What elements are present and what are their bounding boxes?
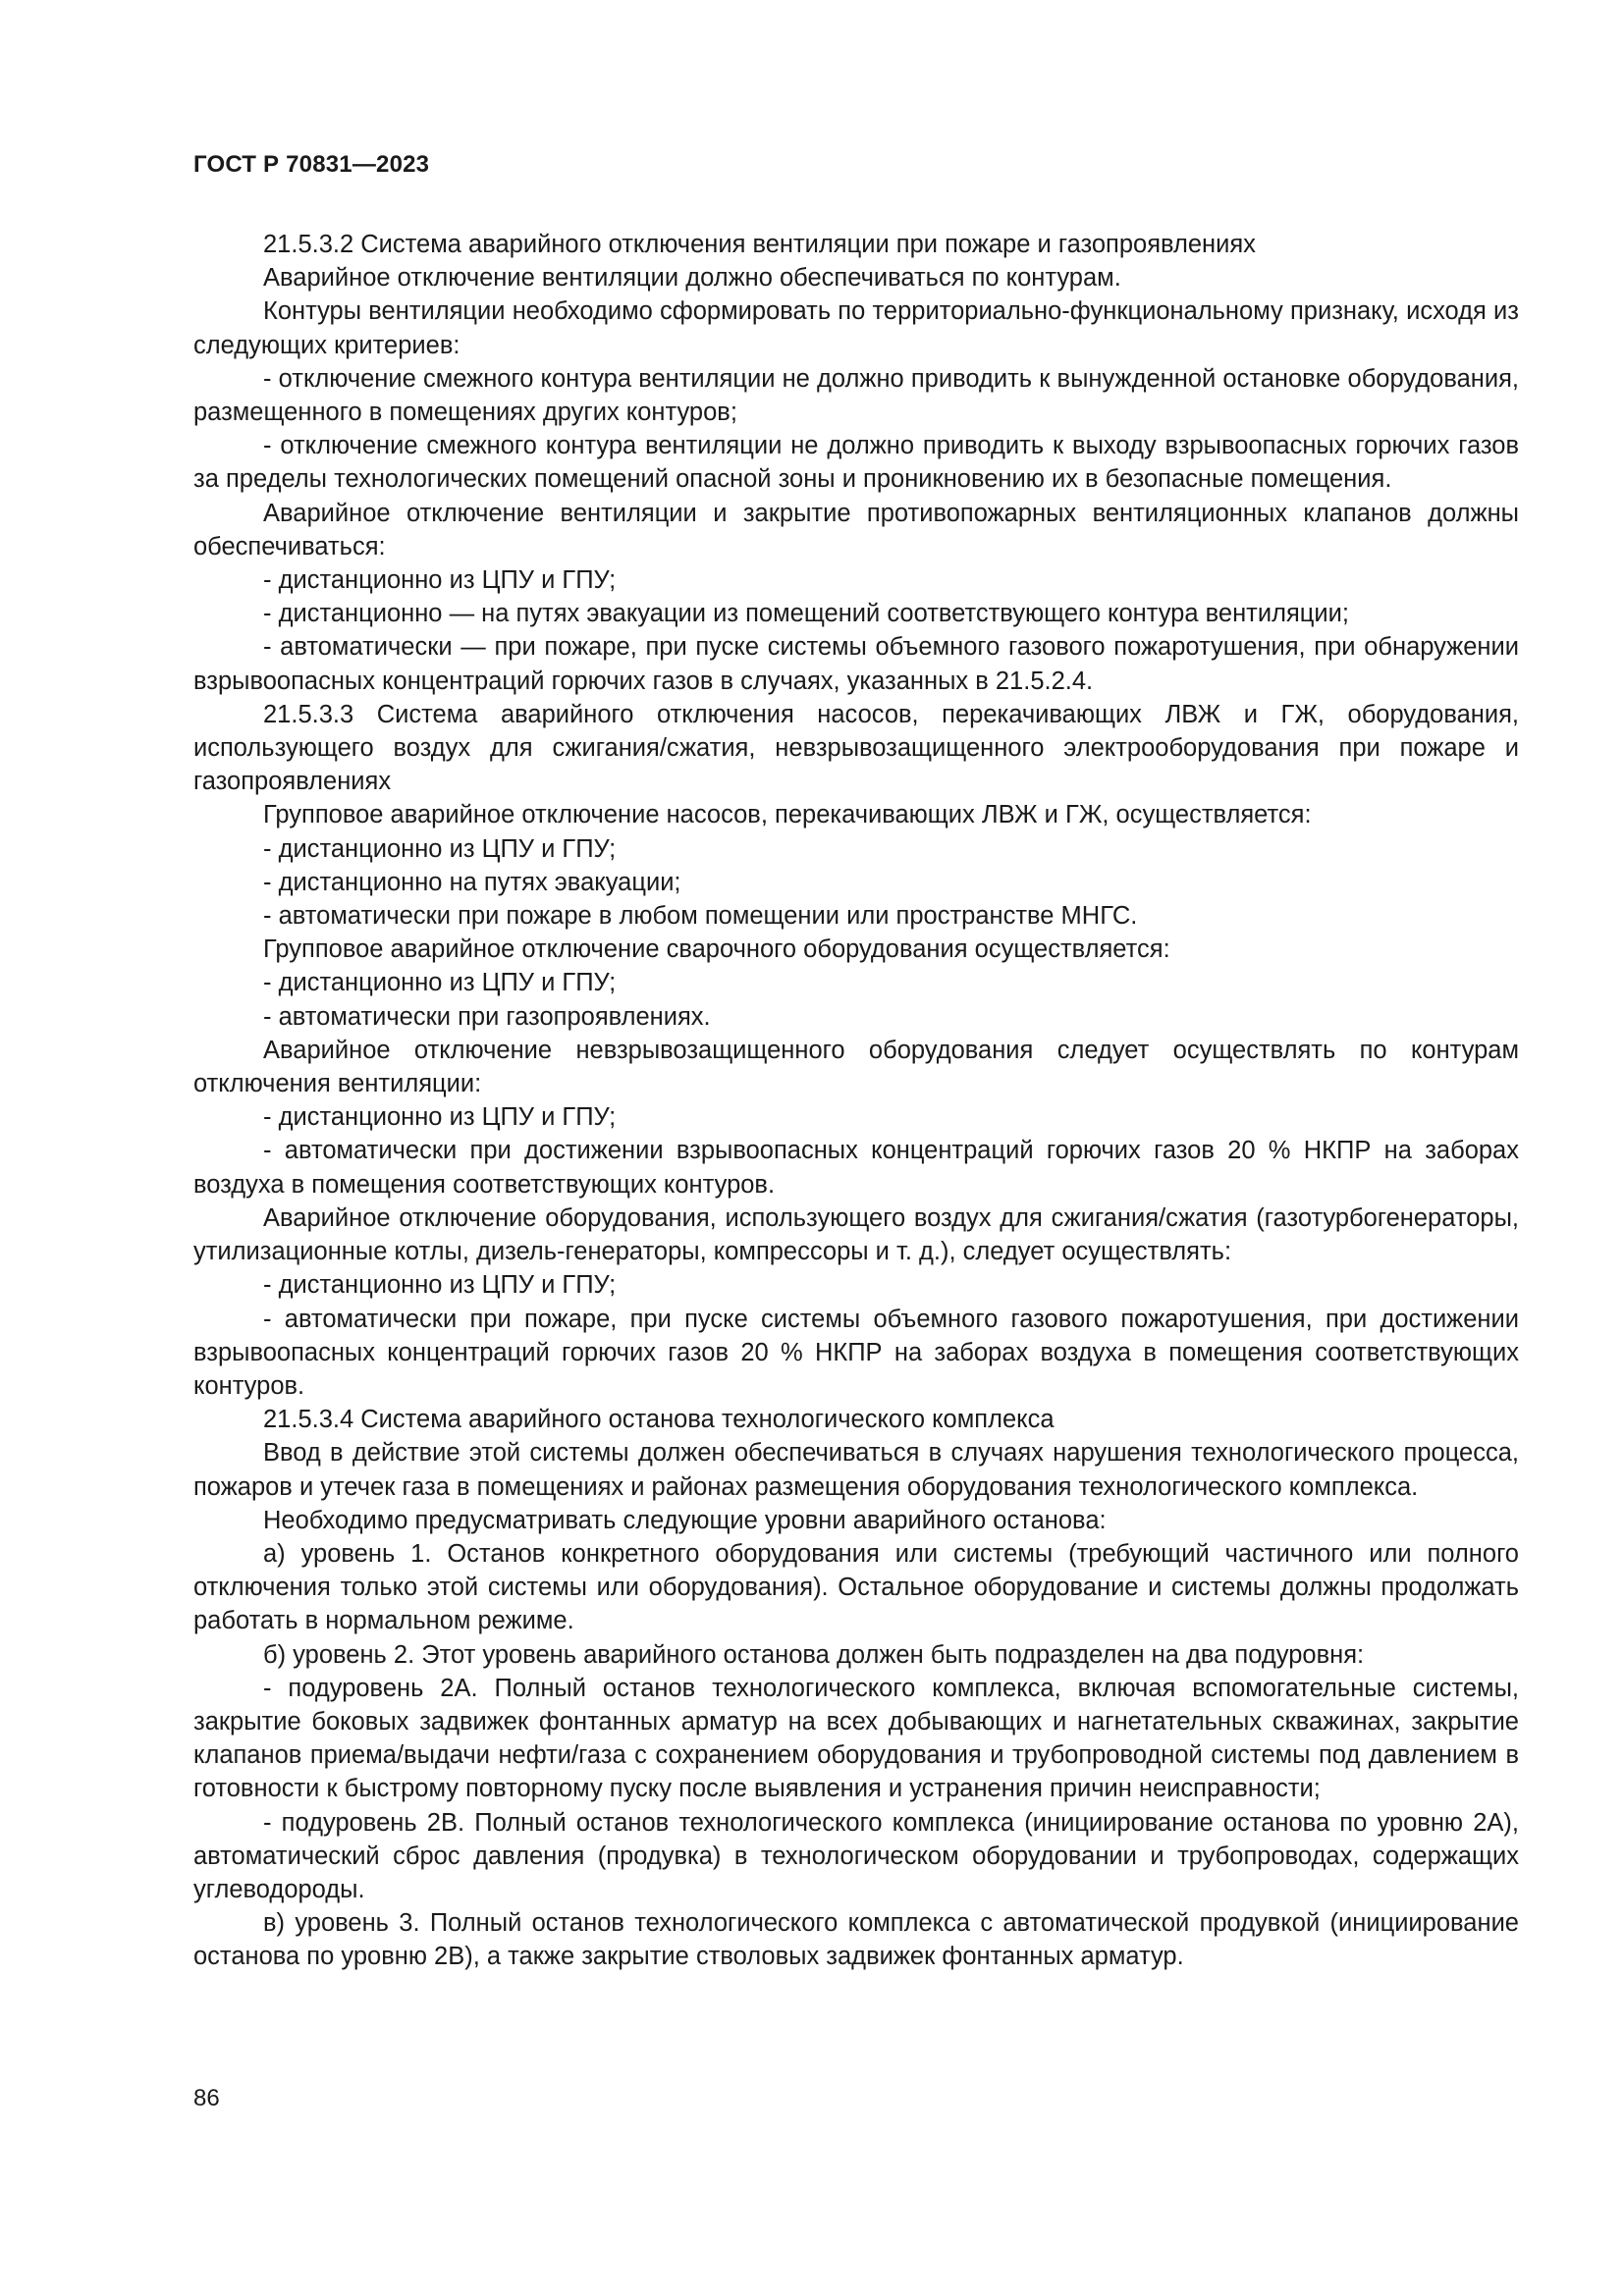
list-item-sublevel-2b: - подуровень 2В. Полный останов технологического комплекса (инициирование останова по уровню 2А), автоматический сброс давления (продувка) в технологическом оборудовании и трубопроводах, содержащих углеводороды. — [193, 1808, 1519, 1903]
list-item-level-2: б) уровень 2. Этот уровень аварийного останова должен быть подразделен на два подуровня: — [263, 1640, 1365, 1669]
list-item-sublevel-2a: - подуровень 2А. Полный останов технологического комплекса, включая вспомогательные системы, закрытие боковых задвижек фонтанных арматур на всех добывающих и нагнетательных скважинах, закрытие клапанов приема/выдачи нефти/газа с сохранением оборудования и трубопроводной системы под давлением в готовности к быстрому повторному пуску после выявления и устранения причин неисправности; — [193, 1674, 1519, 1803]
list-item: - отключение смежного контура вентиляции не должно приводить к вынужденной остановке оборудования, размещенного в помещениях других контуров; — [193, 364, 1519, 427]
list-item: - дистанционно из ЦПУ и ГПУ; — [263, 969, 617, 997]
list-item: - автоматически при достижении взрывоопасных концентраций горючих газов 20 % НКПР на заборах воздуха в помещения соответствующих контуров. — [193, 1137, 1519, 1199]
document-header: ГОСТ Р 70831—2023 — [193, 151, 430, 178]
section-heading-21-5-3-4: 21.5.3.4 Система аварийного останова технологического комплекса — [263, 1406, 1055, 1434]
list-item: - автоматически при пожаре, при пуске системы объемного газового пожаротушения, при достижении взрывоопасных концентраций горючих газов 20 % НКПР на заборах воздуха в помещения соответствующих контуров. — [193, 1305, 1519, 1400]
document-body — [193, 228, 1519, 1974]
list-item: - дистанционно из ЦПУ и ГПУ; — [263, 566, 617, 595]
list-item: - автоматически — при пожаре, при пуске системы объемного газового пожаротушения, при обнаружении взрывоопасных концентраций горючих газов в случаях, указанных в 21.5.2.4. — [193, 633, 1519, 695]
list-item: - автоматически при газопроявлениях. — [263, 1002, 711, 1031]
paragraph: Аварийное отключение невзрывозащищенного оборудования следует осуществлять по контурам отключения вентиляции: — [193, 1036, 1519, 1098]
list-item: - автоматически при пожаре в любом помещении или пространстве МНГС. — [263, 902, 1138, 931]
list-item-level-3: в) уровень 3. Полный останов технологического комплекса с автоматической продувкой (инициирование останова по уровню 2В), а также закрытие стволовых задвижек фонтанных арматур. — [193, 1909, 1519, 1971]
page-number: 86 — [193, 2085, 220, 2111]
list-item-level-1: а) уровень 1. Останов конкретного оборудования или системы (требующий частичного или полного отключения только этой системы или оборудования). Остальное оборудование и системы должны продолжать работать в нормальном режиме. — [193, 1539, 1519, 1635]
paragraph: Необходимо предусматривать следующие уровни аварийного останова: — [263, 1506, 1107, 1534]
section-heading-21-5-3-2: 21.5.3.2 Система аварийного отключения вентиляции при пожаре и газопроявлениях — [263, 231, 1256, 258]
list-item: - дистанционно из ЦПУ и ГПУ; — [263, 834, 617, 863]
list-item: - дистанционно из ЦПУ и ГПУ; — [263, 1103, 617, 1132]
paragraph: Аварийное отключение вентиляции должно обеспечиваться по контурам. — [263, 264, 1121, 293]
paragraph: Контуры вентиляции необходимо сформировать по территориально-функциональному признаку, исходя из следующих критериев: — [193, 297, 1519, 359]
section-heading-21-5-3-3: 21.5.3.3 Система аварийного отключения насосов, перекачивающих ЛВЖ и ГЖ, оборудования, использующего воздух для сжигания/сжатия, невзрывозащищенного электрооборудования при пожаре и газопроявлениях — [193, 700, 1519, 796]
paragraph: Аварийное отключение оборудования, использующего воздух для сжигания/сжатия (газотурбогенераторы, утилизационные котлы, дизель-генераторы, компрессоры и т. д.), следует осуществлять: — [193, 1203, 1519, 1266]
paragraph: Групповое аварийное отключение насосов, перекачивающих ЛВЖ и ГЖ, осуществляется: — [263, 801, 1312, 829]
paragraph: Ввод в действие этой системы должен обеспечиваться в случаях нарушения технологического процесса, пожаров и утечек газа в помещениях и районах размещения оборудования технологического комплекса. — [193, 1439, 1519, 1501]
paragraph: Аварийное отключение вентиляции и закрытие противопожарных вентиляционных клапанов должны обеспечиваться: — [193, 499, 1519, 561]
list-item: - отключение смежного контура вентиляции не должно приводить к выходу взрывоопасных горючих газов за пределы технологических помещений опасной зоны и проникновению их в безопасные помещения. — [193, 432, 1519, 494]
list-item: - дистанционно на путях эвакуации; — [263, 868, 681, 896]
list-item: - дистанционно — на путях эвакуации из помещений соответствующего контура вентиляции; — [263, 600, 1349, 628]
paragraph: Групповое аварийное отключение сварочного оборудования осуществляется: — [263, 935, 1170, 964]
list-item: - дистанционно из ЦПУ и ГПУ; — [263, 1271, 617, 1300]
